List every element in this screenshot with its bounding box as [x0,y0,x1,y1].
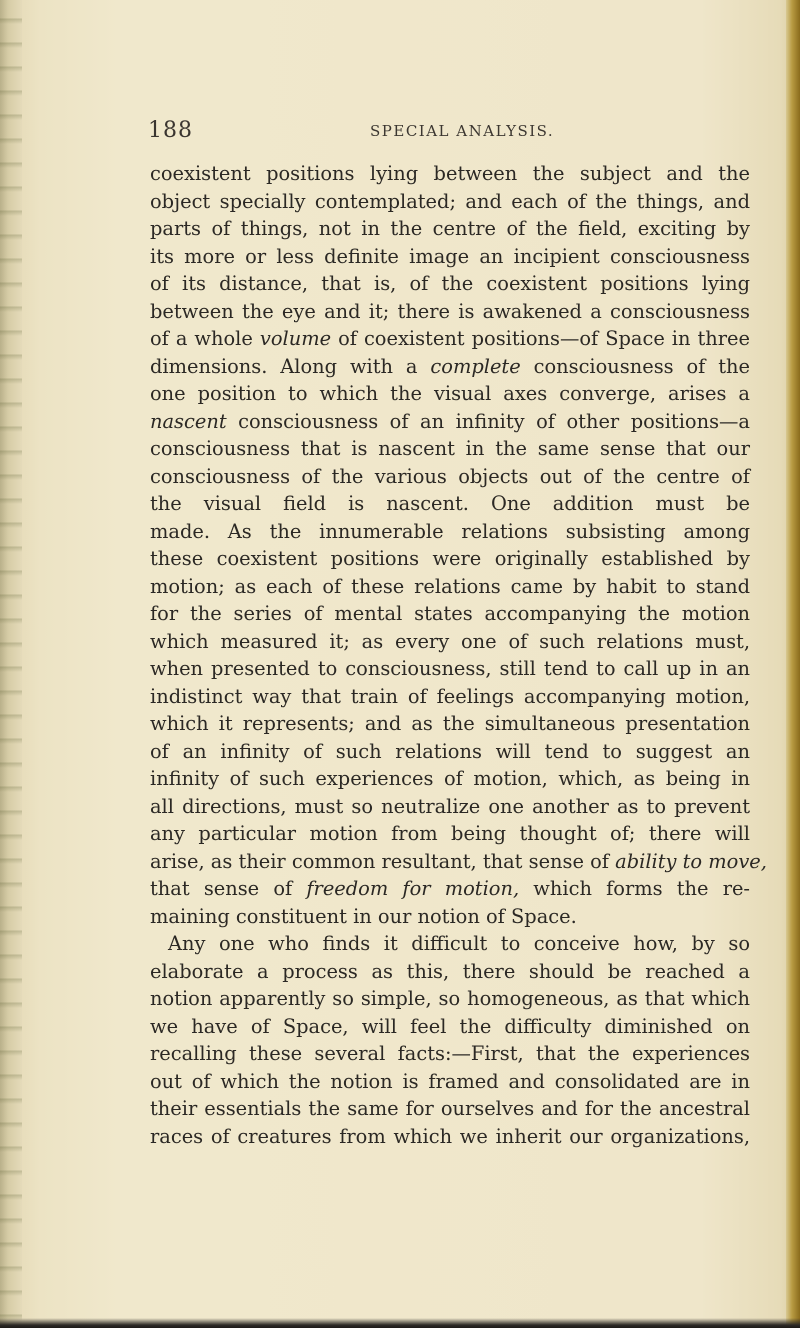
text-fragment: which forms the re- [533,877,750,900]
text-fragment: arise, as their common resultant, that sense of [150,849,609,873]
running-head: SPECIAL ANALYSIS. [370,122,555,140]
text-line: races of creatures from which we inherit our organizations, [150,1124,750,1148]
text-line: when presented to consciousness, still tend to call up in an [150,657,750,680]
text-line: motion; as each of these relations came by habit to stand [150,574,750,598]
text-line: all directions, must so neutralize one another as to prevent [150,794,750,818]
text-line [150,408,750,436]
text-line: elaborate a process as this, there should be reached a [150,959,750,983]
scan-left-edge [0,0,22,1328]
text-line: for the series of mental states accompanying the motion [150,602,750,625]
italic-term: ability to move, [615,849,767,873]
text-line: parts of things, not in the centre of the field, exciting by [150,217,750,240]
text-line: which it represents; and as the simultaneous presentation [150,712,750,735]
text-line: its more or less definite image an incipient consciousness [150,244,750,268]
text-line: infinity of such experiences of motion, which, as being in [150,767,750,790]
text-fragment: consciousness of an infinity of other positions—a [238,409,750,433]
text-fragment: that sense of [150,877,293,900]
text-line: consciousness that is nascent in the same sense that our [150,437,750,460]
text-line: we have of Space, will feel the difficulty diminished on [150,1014,750,1038]
text-line: made. As the innumerable relations subsisting among [150,519,750,543]
text-line: which measured it; as every one of such relations must, [150,629,750,653]
text-line [150,325,750,353]
text-fragment: consciousness of the [533,354,751,378]
body-text [150,160,767,1150]
text-line: these coexistent positions were originally established by [150,547,750,570]
text-line: indistinct way that train of feelings accompanying motion, [150,684,750,708]
text-line: recalling these several facts:—First, that the experiences [150,1042,750,1065]
text-line: of an infinity of such relations will tend to suggest an [150,739,750,763]
text-line [150,353,750,381]
text-line: between the eye and it; there is awakened a consciousness [150,299,750,323]
text-line [150,848,767,876]
text-fragment: of a whole [150,327,253,350]
italic-term: nascent [150,409,227,433]
text-line: any particular motion from being thought of; there will [150,822,750,845]
text-fragment: of coexistent positions—of Space in three [338,327,750,350]
text-line: consciousness of the various objects out of the centre of [150,464,750,488]
page-gilt-edge [786,0,800,1328]
text-line: coexistent positions lying between the subject and the [150,162,750,185]
text-line: object specially contemplated; and each of the things, and [150,189,750,213]
text-line: Any one who finds it difficult to conceive how, by so [168,932,750,955]
text-line: one position to which the visual axes converge, arises a [150,382,750,405]
page-number: 188 [148,118,193,143]
text-line: their essentials the same for ourselves and for the ancestral [150,1097,750,1120]
italic-term: complete [430,354,521,378]
scan-bottom-edge [0,1318,800,1328]
text-line: maining constituent in our notion of Space. [150,904,577,928]
text-line [150,875,750,903]
page-header [148,118,748,148]
text-line: the visual field is nascent. One addition must be [150,492,750,515]
text-fragment: dimensions. Along with a [150,354,418,378]
text-line: notion apparently so simple, so homogeneous, as that which [150,987,750,1010]
italic-term: freedom for motion, [306,877,520,900]
text-line: of its distance, that is, of the coexistent positions lying [150,272,750,295]
text-line: out of which the notion is framed and consolidated are in [150,1069,750,1093]
italic-term: volume [259,327,332,350]
